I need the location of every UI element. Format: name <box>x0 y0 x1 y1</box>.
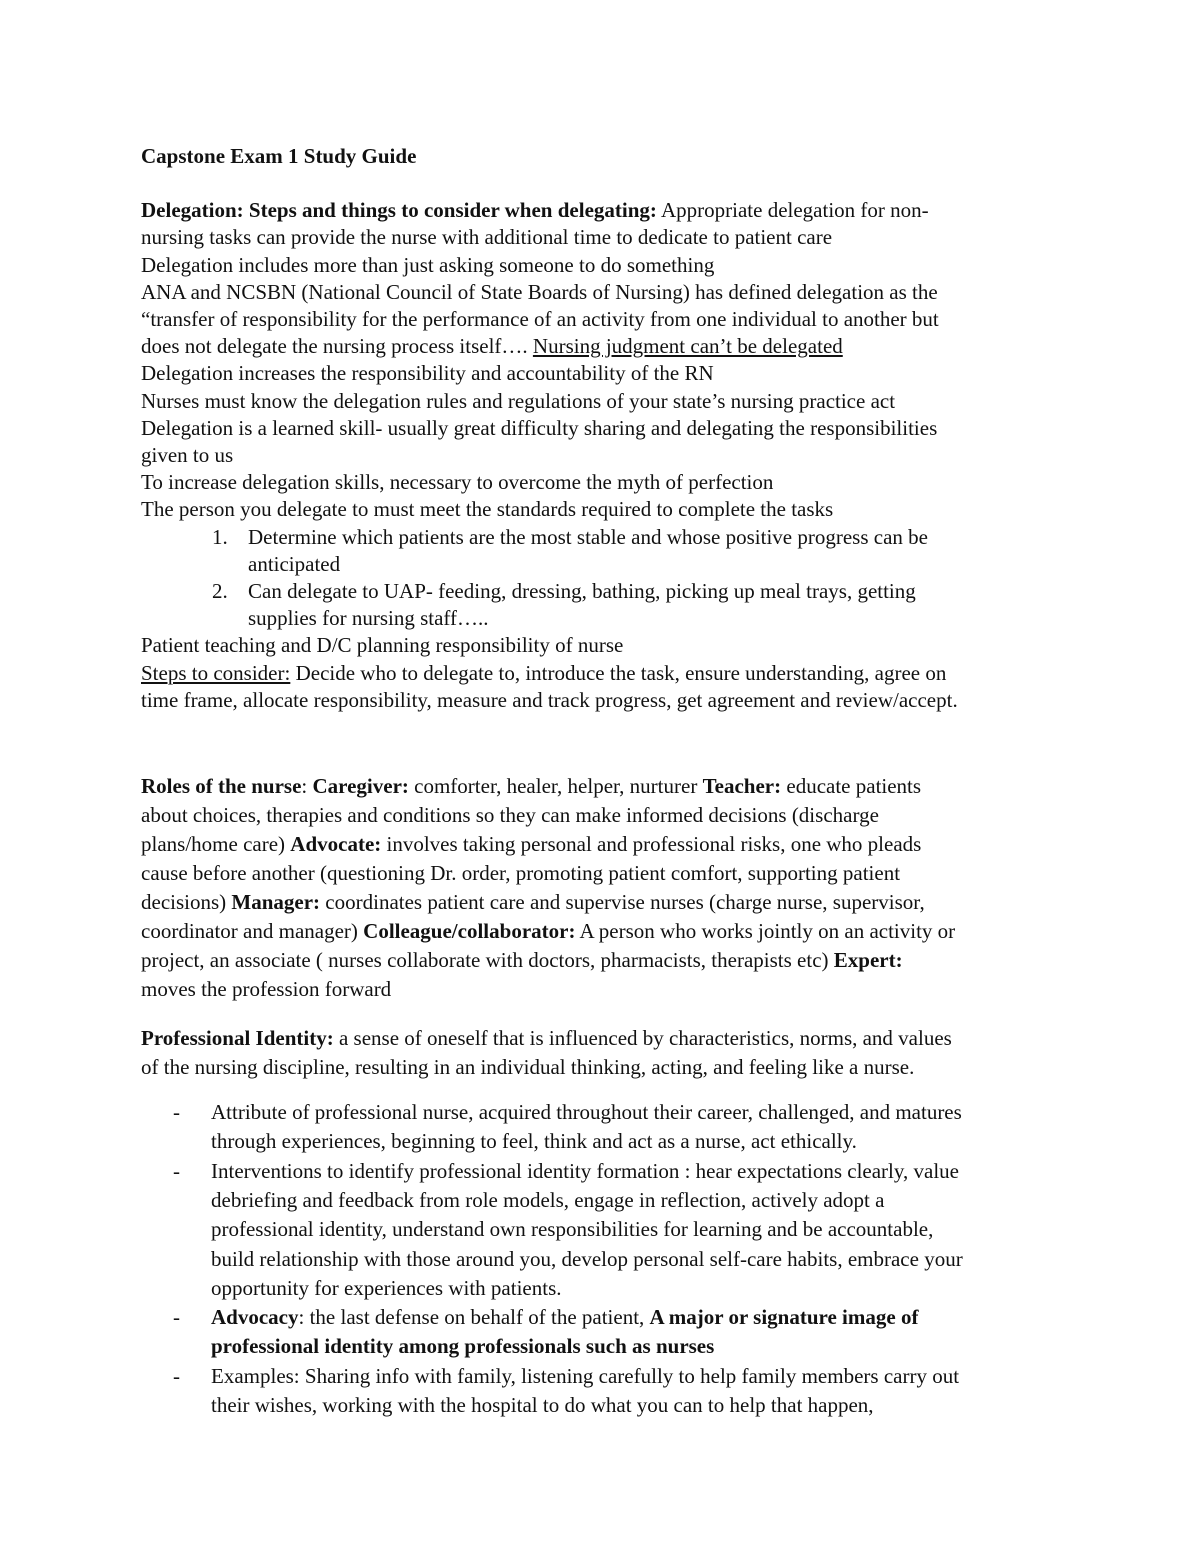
delegation-intro: Appropriate delegation for non- <box>656 198 929 223</box>
page-title: Capstone Exam 1 Study Guide <box>141 144 417 168</box>
caregiver-text: comforter, healer, helper, nurturer <box>408 774 703 799</box>
identity-line <box>141 1024 1066 1053</box>
advocate-text: involves taking personal and professional risks, one who pleads <box>381 832 922 857</box>
expert-label: Expert: <box>833 948 903 973</box>
list-item-text: Interventions to identify professional identity formation : hear expectations clearly, value <box>211 1158 959 1183</box>
roles-line <box>141 888 1066 917</box>
colleague-text: A person who works jointly on an activity or <box>575 919 956 944</box>
list-item-text: Can delegate to UAP- feeding, dressing, bathing, picking up meal trays, getting <box>248 579 916 604</box>
list-item-continuation: supplies for nursing staff….. <box>248 606 489 631</box>
list-item-text: Examples: Sharing info with family, listening carefully to help family members carry out <box>211 1363 960 1388</box>
delegation-line: nursing tasks can provide the nurse with additional time to dedicate to patient care <box>141 225 833 250</box>
roles-line <box>141 917 1066 946</box>
bullet-marker: - <box>173 1100 180 1125</box>
list-item-continuation: opportunity for experiences with patients. <box>211 1275 562 1300</box>
delegation-text: does not delegate the nursing process itself…. <box>141 334 533 359</box>
delegation-section <box>141 197 1066 714</box>
delegation-line: Nurses must know the delegation rules and regulations of your state’s nursing practice act <box>141 388 896 413</box>
spacer <box>141 1004 1066 1024</box>
delegation-line: Patient teaching and D/C planning responsibility of nurse <box>141 633 624 658</box>
spacer <box>141 714 1066 772</box>
delegation-line: “transfer of responsibility for the performance of an activity from one individual to another but <box>141 307 939 332</box>
delegation-line: Delegation is a learned skill- usually great difficulty sharing and delegating the responsibilities <box>141 415 938 440</box>
list-item <box>141 524 1066 551</box>
roles-section <box>141 772 1066 1004</box>
list-item-continuation: through experiences, beginning to feel, think and act as a nurse, act ethically. <box>211 1129 857 1154</box>
list-item <box>141 1362 1066 1391</box>
manager-label: Manager: <box>231 890 321 915</box>
bullet-marker: - <box>173 1158 180 1183</box>
roles-line: cause before another (questioning Dr. order, promoting patient comfort, supporting patient <box>141 861 901 886</box>
delegation-line <box>141 333 1066 360</box>
bullet-marker: - <box>173 1363 180 1388</box>
roles-line <box>141 830 1066 859</box>
numbered-list <box>141 524 1066 633</box>
teacher-text: educate patients <box>781 774 922 799</box>
list-item-continuation: professional identity, understand own responsibilities for learning and be accountable, <box>211 1217 934 1242</box>
delegation-heading: Delegation: Steps and things to consider when delegating: <box>141 198 657 223</box>
delegation-line: ANA and NCSBN (National Council of State Boards of Nursing) has defined delegation as the <box>141 279 938 304</box>
delegation-line: Delegation includes more than just asking someone to do something <box>141 252 715 277</box>
advocacy-label: Advocacy <box>211 1305 299 1330</box>
roles-text: decisions) <box>141 890 232 915</box>
identity-section <box>141 1024 1066 1420</box>
roles-text: project, an associate ( nurses collaborate with doctors, pharmacists, therapists etc) <box>141 948 834 973</box>
manager-text: coordinates patient care and supervise nurses (charge nurse, supervisor, <box>320 890 925 915</box>
list-item-continuation: their wishes, working with the hospital to do what you can to help that happen, <box>211 1393 874 1418</box>
delegation-line: Delegation increases the responsibility and accountability of the RN <box>141 361 714 386</box>
list-item-text: Determine which patients are the most stable and whose positive progress can be <box>248 524 928 549</box>
roles-line: about choices, therapies and conditions so they can make informed decisions (discharge <box>141 803 879 828</box>
teacher-label: Teacher: <box>702 774 782 799</box>
list-item-continuation: build relationship with those around you, develop personal self-care habits, embrace your <box>211 1246 963 1271</box>
list-marker: 1. <box>212 524 228 549</box>
colleague-label: Colleague/collaborator: <box>363 919 576 944</box>
identity-text: a sense of oneself that is influenced by characteristics, norms, and values <box>333 1026 952 1051</box>
list-marker: 2. <box>212 579 228 604</box>
roles-text: plans/home care) <box>141 832 291 857</box>
list-item <box>141 1303 1066 1332</box>
list-item-text: Attribute of professional nurse, acquired throughout their career, challenged, and matures <box>211 1100 962 1125</box>
advocacy-emphasis: A major or signature image of <box>649 1305 919 1330</box>
roles-colon: : <box>301 774 313 799</box>
identity-line: of the nursing discipline, resulting in an individual thinking, acting, and feeling like a nurse. <box>141 1055 915 1080</box>
delegation-line: The person you delegate to must meet the standards required to complete the tasks <box>141 497 834 522</box>
document-body <box>141 143 1066 1420</box>
steps-label: Steps to consider: <box>141 660 291 685</box>
caregiver-label: Caregiver: <box>312 774 409 799</box>
list-item-text: : the last defense on behalf of the patient, <box>298 1305 650 1330</box>
delegation-line: To increase delegation skills, necessary to overcome the myth of perfection <box>141 470 774 495</box>
underlined-statement: Nursing judgment can’t be delegated <box>532 334 843 359</box>
list-item <box>141 1157 1066 1186</box>
steps-text: Decide who to delegate to, introduce the task, ensure understanding, agree on <box>290 660 947 685</box>
list-item <box>141 578 1066 605</box>
steps-line: time frame, allocate responsibility, measure and track progress, get agreement and review/accept. <box>141 687 958 712</box>
identity-heading: Professional Identity: <box>141 1026 334 1051</box>
roles-heading: Roles of the nurse <box>141 774 302 799</box>
delegation-line: given to us <box>141 443 234 468</box>
roles-text: coordinator and manager) <box>141 919 364 944</box>
bullet-marker: - <box>173 1305 180 1330</box>
list-item-continuation: professional identity among professionals such as nurses <box>211 1334 715 1359</box>
delegation-line <box>141 197 1066 224</box>
list-item <box>141 1098 1066 1127</box>
steps-line <box>141 660 1066 687</box>
list-item-continuation: anticipated <box>248 551 341 576</box>
roles-line <box>141 946 1066 975</box>
list-item-continuation: debriefing and feedback from role models, engage in reflection, actively adopt a <box>211 1187 885 1212</box>
bullet-list <box>141 1098 1066 1420</box>
roles-line <box>141 772 1066 801</box>
advocate-label: Advocate: <box>290 832 382 857</box>
roles-line: moves the profession forward <box>141 977 392 1002</box>
